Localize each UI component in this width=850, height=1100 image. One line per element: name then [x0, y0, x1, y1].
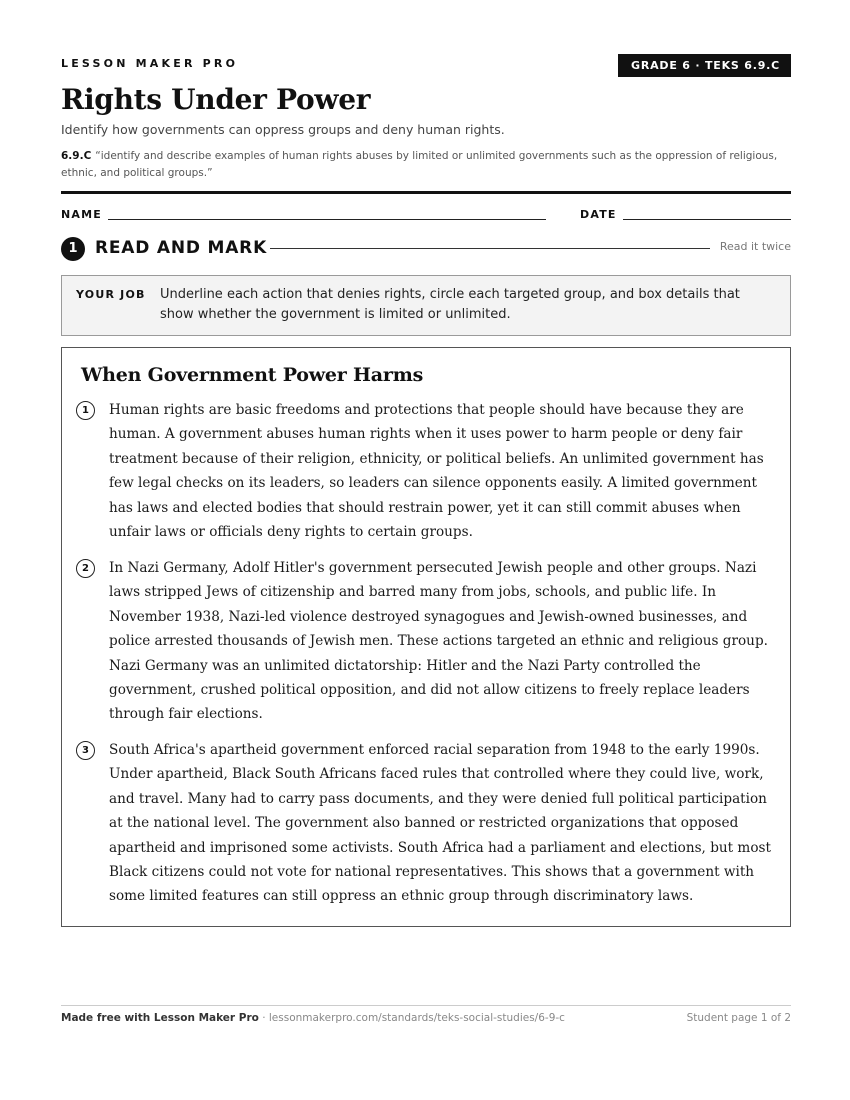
footer-url[interactable]: lessonmakerpro.com/standards/teks-social-studies/6-9-c [268, 1012, 565, 1024]
brand-name: LESSON MAKER PRO [61, 57, 239, 70]
page-title: Rights Under Power [61, 83, 371, 116]
job-text: Underline each action that denies rights, circle each targeted group, and box details that show whether the government is limited or unlimited. [160, 287, 740, 322]
date-field[interactable] [623, 219, 791, 220]
paragraph: Human rights are basic freedoms and protections that people should have because they are human. A government abuses human rights when it uses power to harm people or deny fair treatment because of their religion, ethnicity, or political beliefs. An unlimited government has few legal checks on its leaders, so leaders can silence opponents easily. A limited government has laws and elected bodies that should restrain power, yet it can still commit abuses when unfair laws or officials deny rights to certain groups. [109, 402, 764, 541]
date-label: DATE [580, 208, 617, 221]
footer-page-number: Student page 1 of 2 [686, 1012, 791, 1024]
worksheet-page [61, 0, 791, 1100]
footer-divider [61, 1005, 791, 1006]
section-note: Read it twice [719, 240, 791, 253]
footer-separator: · [258, 1012, 269, 1024]
paragraph: South Africa's apartheid government enforced racial separation from 1948 to the early 1990s. Under apartheid, Black South Africans faced rules that controlled where they could live, work, and travel. Many had to carry pass documents, and they were denied full political participation at the national level. The government also banned or restricted organizations that opposed apartheid and imprisoned some activists. South Africa had a parliament and elections, but most Black citizens could not vote for national representatives. This shows that a government with some limited features can still oppress an ethnic group through discriminatory laws. [109, 742, 771, 905]
section-header [61, 237, 791, 261]
standard-statement [61, 148, 791, 182]
section-rule [270, 248, 710, 249]
name-field[interactable] [108, 219, 546, 220]
paragraph-number: 1 [76, 401, 95, 420]
section-number: 1 [61, 237, 85, 261]
job-label: YOUR JOB [76, 288, 146, 301]
header-divider [61, 191, 791, 194]
reading-passage [61, 347, 791, 927]
page-subtitle: Identify how governments can oppress groups and deny human rights. [61, 122, 505, 137]
job-instructions-box [61, 275, 791, 336]
footer-credit [61, 1012, 565, 1024]
paragraph: In Nazi Germany, Adolf Hitler's government persecuted Jewish people and other groups. Nazi laws stripped Jews of citizenship and barred many from jobs, schools, and public life. In November 1938, Nazi-led violence destroyed synagogues and Jewish-owned businesses, and police arrested thousands of Jewish men. These actions targeted an ethnic and religious group. Nazi Germany was an unlimited dictatorship: Hitler and the Nazi Party controlled the government, crushed political opposition, and did not allow citizens to freely replace leaders through fair elections. [109, 560, 768, 723]
grade-badge: GRADE 6 · TEKS 6.9.C [618, 54, 791, 77]
section-title: READ AND MARK [95, 238, 268, 258]
paragraph-number: 3 [76, 741, 95, 760]
name-label: NAME [61, 208, 102, 221]
footer-made-with: Made free with Lesson Maker Pro [61, 1012, 259, 1024]
paragraph-number: 2 [76, 559, 95, 578]
reading-title: When Government Power Harms [81, 364, 424, 386]
standard-text: “identify and describe examples of human rights abuses by limited or unlimited governments such as the oppression of religious, ethnic, and political groups.” [61, 150, 778, 179]
standard-code: 6.9.C [61, 150, 92, 162]
